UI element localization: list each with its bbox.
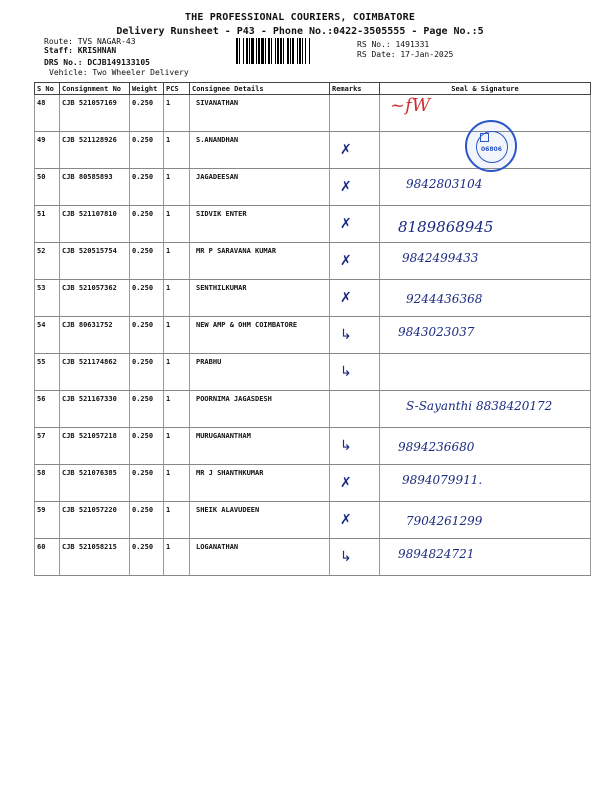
consignment-cell: CJB 521076385 — [60, 465, 130, 502]
tick-mark: ✗ — [340, 142, 352, 158]
weight-cell: 0.250 — [130, 169, 164, 206]
remarks-cell — [330, 95, 380, 132]
route: Route: TVS NAGAR-43 — [44, 37, 136, 46]
weight-cell: 0.250 — [130, 502, 164, 539]
remarks-cell — [330, 280, 380, 317]
tick-mark: ✗ — [340, 475, 352, 491]
pcs-cell: 1 — [164, 428, 190, 465]
weight-cell: 0.250 — [130, 391, 164, 428]
sno-cell: 60 — [35, 539, 60, 576]
sno-cell: 57 — [35, 428, 60, 465]
weight-cell: 0.250 — [130, 465, 164, 502]
pcs-cell: 1 — [164, 465, 190, 502]
consignee-cell: POORNIMA JAGASDESH — [190, 391, 330, 428]
seal-code: 06806 — [481, 146, 502, 153]
tick-mark: ✗ — [340, 290, 352, 306]
weight-cell: 0.250 — [130, 280, 164, 317]
table-row — [35, 243, 591, 280]
pcs-cell: 1 — [164, 539, 190, 576]
tick-mark: ✗ — [340, 512, 352, 528]
consignment-cell: CJB 521174862 — [60, 354, 130, 391]
pcs-cell: 1 — [164, 95, 190, 132]
consignee-cell: NEW AMP & OHM COIMBATORE — [190, 317, 330, 354]
consignee-cell: LOGANATHAN — [190, 539, 330, 576]
tick-mark: ✗ — [340, 179, 352, 195]
barcode-bar — [310, 38, 312, 64]
sno-cell: 53 — [35, 280, 60, 317]
weight-cell: 0.250 — [130, 428, 164, 465]
table-row — [35, 206, 591, 243]
consignment-cell: CJB 80585893 — [60, 169, 130, 206]
remarks-cell — [330, 317, 380, 354]
signature-scribble: ~fW — [390, 95, 431, 116]
sno-cell: 51 — [35, 206, 60, 243]
sno-cell: 58 — [35, 465, 60, 502]
tick-mark: ↳ — [340, 364, 352, 380]
consignee-cell: PRABHU — [190, 354, 330, 391]
remarks-cell — [330, 243, 380, 280]
remarks-cell — [330, 539, 380, 576]
pcs-cell: 1 — [164, 169, 190, 206]
consignee-cell: SENTHILKUMAR — [190, 280, 330, 317]
consignee-cell: SIDVIK ENTER — [190, 206, 330, 243]
table-row — [35, 502, 591, 539]
consignment-cell: CJB 521128926 — [60, 132, 130, 169]
weight-cell: 0.250 — [130, 206, 164, 243]
col-weight: Weight — [130, 83, 164, 95]
signature-cell — [380, 428, 591, 465]
consignment-cell: CJB 80631752 — [60, 317, 130, 354]
table-row — [35, 280, 591, 317]
handwritten-signature: 9842499433 — [402, 251, 479, 265]
consignee-cell: SIVANATHAN — [190, 95, 330, 132]
consignee-cell: JAGADEESAN — [190, 169, 330, 206]
remarks-cell — [330, 428, 380, 465]
signature-cell — [380, 317, 591, 354]
table-row — [35, 391, 591, 428]
sno-cell: 48 — [35, 95, 60, 132]
handwritten-signature: 9244436368 — [406, 292, 483, 306]
tick-mark: ↳ — [340, 327, 352, 343]
remarks-cell — [330, 132, 380, 169]
sno-cell: 56 — [35, 391, 60, 428]
col-remarks: Remarks — [330, 83, 380, 95]
weight-cell: 0.250 — [130, 243, 164, 280]
pcs-cell: 1 — [164, 132, 190, 169]
table-row — [35, 465, 591, 502]
sno-cell: 49 — [35, 132, 60, 169]
sno-cell: 54 — [35, 317, 60, 354]
consignment-cell: CJB 521057169 — [60, 95, 130, 132]
col-consignee: Consignee Details — [190, 83, 330, 95]
consignment-cell: CJB 521058215 — [60, 539, 130, 576]
consignment-cell: CJB 521057362 — [60, 280, 130, 317]
remarks-cell — [330, 391, 380, 428]
table-row — [35, 428, 591, 465]
col-consignment: Consignment No — [60, 83, 130, 95]
col-pcs: PCS — [164, 83, 190, 95]
table-row — [35, 354, 591, 391]
consignment-cell: CJB 520515754 — [60, 243, 130, 280]
consignee-cell: S.ANANDHAN — [190, 132, 330, 169]
tick-mark: ↳ — [340, 549, 352, 565]
consignment-cell: CJB 521057218 — [60, 428, 130, 465]
consignee-cell: SHEIK ALAVUDEEN — [190, 502, 330, 539]
drs-number: DRS No.: DCJB149133105 — [44, 58, 150, 67]
rs-date: RS Date: 17-Jan-2025 — [357, 50, 454, 59]
signature-cell — [380, 354, 591, 391]
sno-cell: 59 — [35, 502, 60, 539]
consignment-cell: CJB 521107810 — [60, 206, 130, 243]
signature-cell — [380, 243, 591, 280]
handwritten-signature: 8189868945 — [398, 218, 494, 236]
pcs-cell: 1 — [164, 391, 190, 428]
pcs-cell: 1 — [164, 206, 190, 243]
pcs-cell: 1 — [164, 280, 190, 317]
sno-cell: 55 — [35, 354, 60, 391]
table-row — [35, 317, 591, 354]
tick-mark: ↳ — [340, 438, 352, 454]
rs-number: RS No.: 1491331 — [357, 40, 430, 49]
handwritten-signature: 9843023037 — [398, 325, 475, 339]
consignee-cell: MURUGANANTHAM — [190, 428, 330, 465]
signature-cell — [380, 169, 591, 206]
tick-mark: ✗ — [340, 253, 352, 269]
handwritten-signature: 9894079911. — [402, 473, 483, 487]
sno-cell: 50 — [35, 169, 60, 206]
vehicle: Vehicle: Two Wheeler Delivery — [49, 68, 189, 77]
weight-cell: 0.250 — [130, 95, 164, 132]
handwritten-signature: 9894824721 — [398, 547, 475, 561]
pcs-cell: 1 — [164, 354, 190, 391]
consignment-cell: CJB 521167330 — [60, 391, 130, 428]
consignee-cell: MR J SHANTHKUMAR — [190, 465, 330, 502]
runsheet-title: Delivery Runsheet - P43 - Phone No.:0422-3505555 - Page No.:5 — [116, 26, 484, 37]
handwritten-signature: 9842803104 — [406, 177, 483, 191]
remarks-cell — [330, 206, 380, 243]
signature-cell — [380, 391, 591, 428]
barcode — [236, 38, 349, 64]
weight-cell: 0.250 — [130, 317, 164, 354]
table-header — [35, 83, 591, 95]
col-sno: S No — [35, 83, 60, 95]
handwritten-signature: 9894236680 — [398, 440, 475, 454]
handwritten-signature: 7904261299 — [406, 514, 483, 528]
signature-cell — [380, 502, 591, 539]
tick-mark: ✗ — [340, 216, 352, 232]
pcs-cell: 1 — [164, 502, 190, 539]
staff: Staff: KRISHNAN — [44, 46, 117, 55]
weight-cell: 0.250 — [130, 354, 164, 391]
company-name: THE PROFESSIONAL COURIERS, COIMBATORE — [184, 12, 416, 23]
signature-cell — [380, 280, 591, 317]
remarks-cell — [330, 169, 380, 206]
table-row — [35, 539, 591, 576]
sno-cell: 52 — [35, 243, 60, 280]
remarks-cell — [330, 465, 380, 502]
handwritten-signature: S-Sayanthi 8838420172 — [406, 399, 553, 413]
signature-cell — [380, 465, 591, 502]
weight-cell: 0.250 — [130, 539, 164, 576]
table-row — [35, 169, 591, 206]
pcs-cell: 1 — [164, 243, 190, 280]
consignment-cell: CJB 521057220 — [60, 502, 130, 539]
remarks-cell — [330, 502, 380, 539]
remarks-cell — [330, 354, 380, 391]
col-signature: Seal & Signature — [380, 83, 591, 95]
signature-cell — [380, 539, 591, 576]
weight-cell: 0.250 — [130, 132, 164, 169]
pcs-cell: 1 — [164, 317, 190, 354]
signature-cell — [380, 206, 591, 243]
consignee-cell: MR P SARAVANA KUMAR — [190, 243, 330, 280]
bank-seal-stamp — [465, 120, 517, 172]
seal-logo-icon — [480, 133, 489, 142]
